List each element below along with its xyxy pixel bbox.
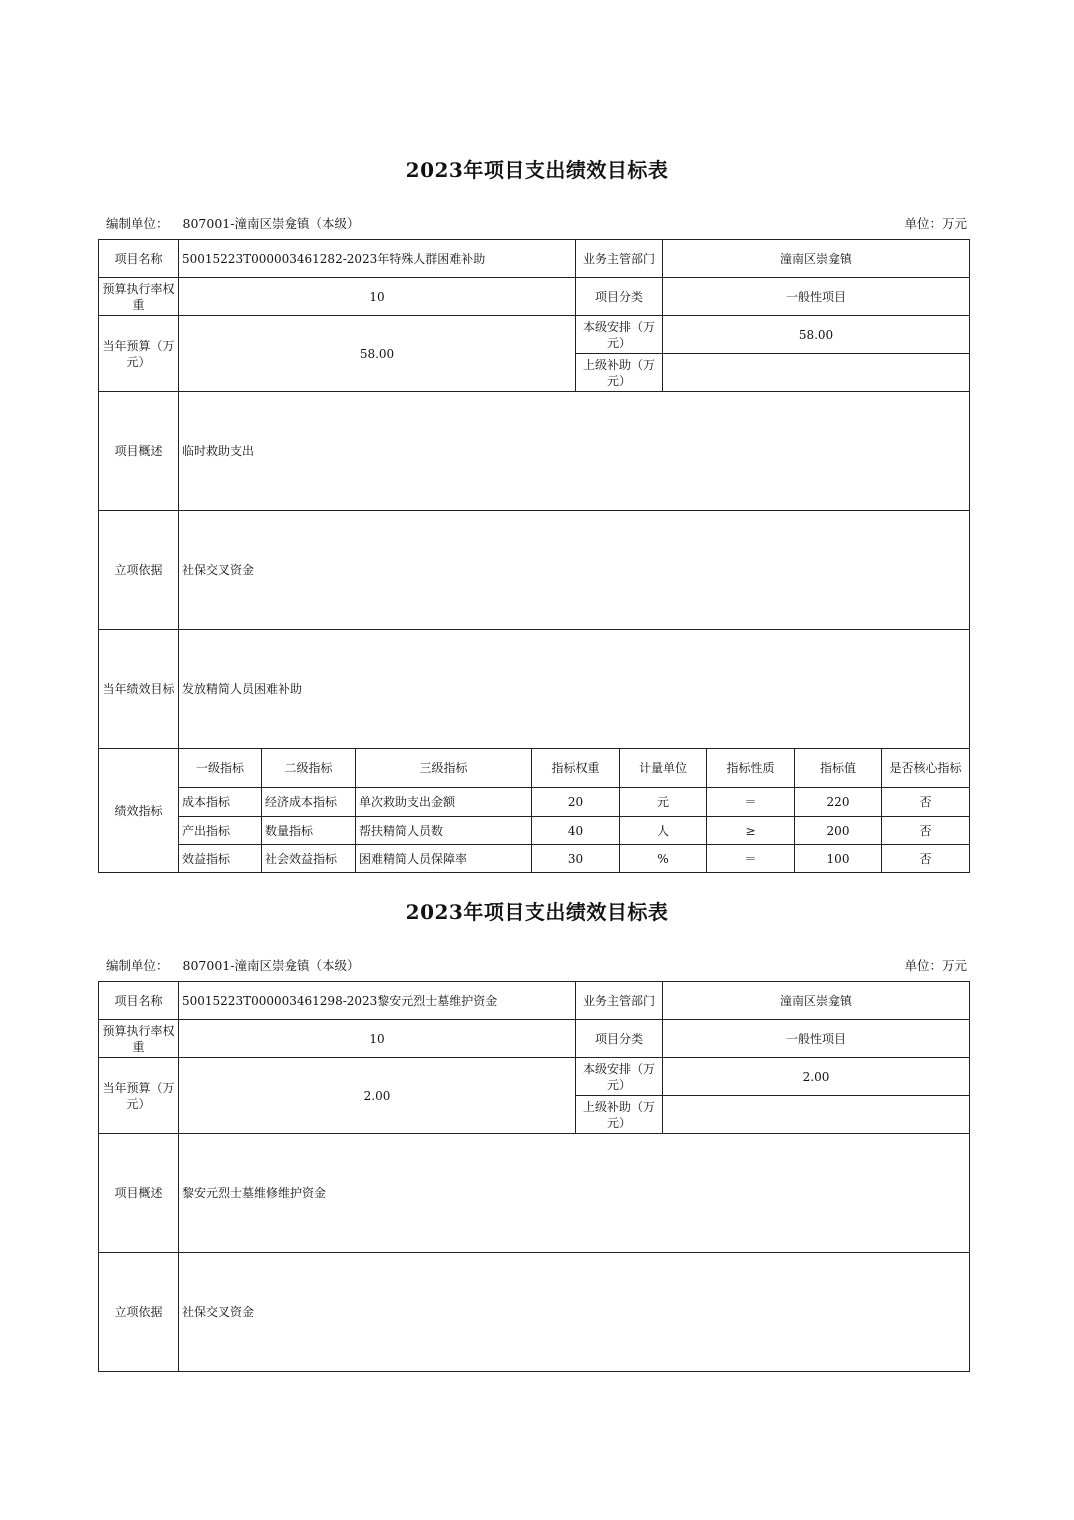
- project-name-value: 50015223T000003461298-2023黎安元烈士墓维护资金: [178, 981, 576, 1020]
- indicator-cell: 效益指标: [178, 844, 262, 873]
- category-value: 一般性项目: [662, 1019, 970, 1058]
- compiling-unit-label: 编制单位：: [106, 958, 169, 973]
- indicators-label: 绩效指标: [98, 748, 179, 873]
- local-budget-label: 本级安排（万元）: [575, 1057, 663, 1096]
- indicator-cell: 否: [881, 816, 970, 845]
- overview-value: 黎安元烈士墓维修维护资金: [178, 1133, 970, 1253]
- local-budget-label: 本级安排（万元）: [575, 315, 663, 354]
- compiling-unit-label: 编制单位：: [106, 216, 169, 231]
- project-name-value: 50015223T000003461282-2023年特殊人群困难补助: [178, 239, 576, 278]
- indicator-cell: 元: [619, 787, 707, 817]
- superior-subsidy-label: 上级补助（万元）: [575, 353, 663, 392]
- category-label: 项目分类: [575, 1019, 663, 1058]
- local-budget-value: 58.00: [662, 315, 970, 354]
- basis-label: 立项依据: [98, 510, 179, 630]
- compiling-unit-value: 807001-潼南区崇龛镇（本级）: [182, 958, 360, 973]
- indicator-cell: 人: [619, 816, 707, 845]
- category-label: 项目分类: [575, 277, 663, 316]
- indicator-cell: ≥: [706, 816, 795, 845]
- project-name-label: 项目名称: [98, 239, 179, 278]
- indicator-cell: 困难精简人员保障率: [355, 844, 532, 873]
- indicator-header: 指标值: [794, 748, 882, 788]
- overview-value: 临时救助支出: [178, 391, 970, 511]
- dept-value: 潼南区崇龛镇: [662, 239, 970, 278]
- basis-label: 立项依据: [98, 1252, 179, 1372]
- weight-value: 10: [178, 277, 576, 316]
- superior-subsidy-label: 上级补助（万元）: [575, 1095, 663, 1134]
- indicator-header: 一级指标: [178, 748, 262, 788]
- dept-label: 业务主管部门: [575, 981, 663, 1020]
- superior-subsidy-value: [662, 1095, 970, 1134]
- budget-value: 2.00: [178, 1057, 576, 1134]
- basis-value: 社保交叉资金: [178, 1252, 970, 1372]
- weight-label: 预算执行率权重: [98, 277, 179, 316]
- project-name-label: 项目名称: [98, 981, 179, 1020]
- indicator-cell: 社会效益指标: [261, 844, 356, 873]
- indicator-cell: ＝: [706, 787, 795, 817]
- budget-label: 当年预算（万元）: [98, 315, 179, 392]
- superior-subsidy-value: [662, 353, 970, 392]
- table-title: 2023年项目支出绩效目标表: [405, 158, 669, 182]
- goal-label: 当年绩效目标: [98, 629, 179, 749]
- dept-label: 业务主管部门: [575, 239, 663, 278]
- local-budget-value: 2.00: [662, 1057, 970, 1096]
- budget-label: 当年预算（万元）: [98, 1057, 179, 1134]
- indicator-header: 指标权重: [531, 748, 620, 788]
- indicator-header: 计量单位: [619, 748, 707, 788]
- indicator-header: 是否核心指标: [881, 748, 970, 788]
- indicator-cell: 20: [531, 787, 620, 817]
- overview-label: 项目概述: [98, 1133, 179, 1253]
- indicator-header: 三级指标: [355, 748, 532, 788]
- indicator-cell: 否: [881, 844, 970, 873]
- compiling-unit: [106, 214, 359, 232]
- compiling-unit-value: 807001-潼南区崇龛镇（本级）: [182, 216, 360, 231]
- category-value: 一般性项目: [662, 277, 970, 316]
- indicator-header: 二级指标: [261, 748, 356, 788]
- indicator-cell: ＝: [706, 844, 795, 873]
- indicator-cell: 单次救助支出金额: [355, 787, 532, 817]
- indicator-cell: 帮扶精简人员数: [355, 816, 532, 845]
- indicator-cell: 200: [794, 816, 882, 845]
- indicator-cell: 经济成本指标: [261, 787, 356, 817]
- indicator-cell: 否: [881, 787, 970, 817]
- indicator-cell: 数量指标: [261, 816, 356, 845]
- overview-label: 项目概述: [98, 391, 179, 511]
- indicator-cell: 220: [794, 787, 882, 817]
- indicator-cell: 产出指标: [178, 816, 262, 845]
- goal-value: 发放精简人员困难补助: [178, 629, 970, 749]
- currency-unit: 单位：万元: [904, 216, 967, 231]
- indicator-cell: %: [619, 844, 707, 873]
- indicator-cell: 成本指标: [178, 787, 262, 817]
- compiling-unit: [106, 956, 359, 974]
- dept-value: 潼南区崇龛镇: [662, 981, 970, 1020]
- basis-value: 社保交叉资金: [178, 510, 970, 630]
- indicator-cell: 40: [531, 816, 620, 845]
- weight-value: 10: [178, 1019, 576, 1058]
- indicator-header: 指标性质: [706, 748, 795, 788]
- table-title: 2023年项目支出绩效目标表: [405, 900, 669, 924]
- currency-unit: 单位：万元: [904, 958, 967, 973]
- weight-label: 预算执行率权重: [98, 1019, 179, 1058]
- budget-value: 58.00: [178, 315, 576, 392]
- indicator-cell: 30: [531, 844, 620, 873]
- indicator-cell: 100: [794, 844, 882, 873]
